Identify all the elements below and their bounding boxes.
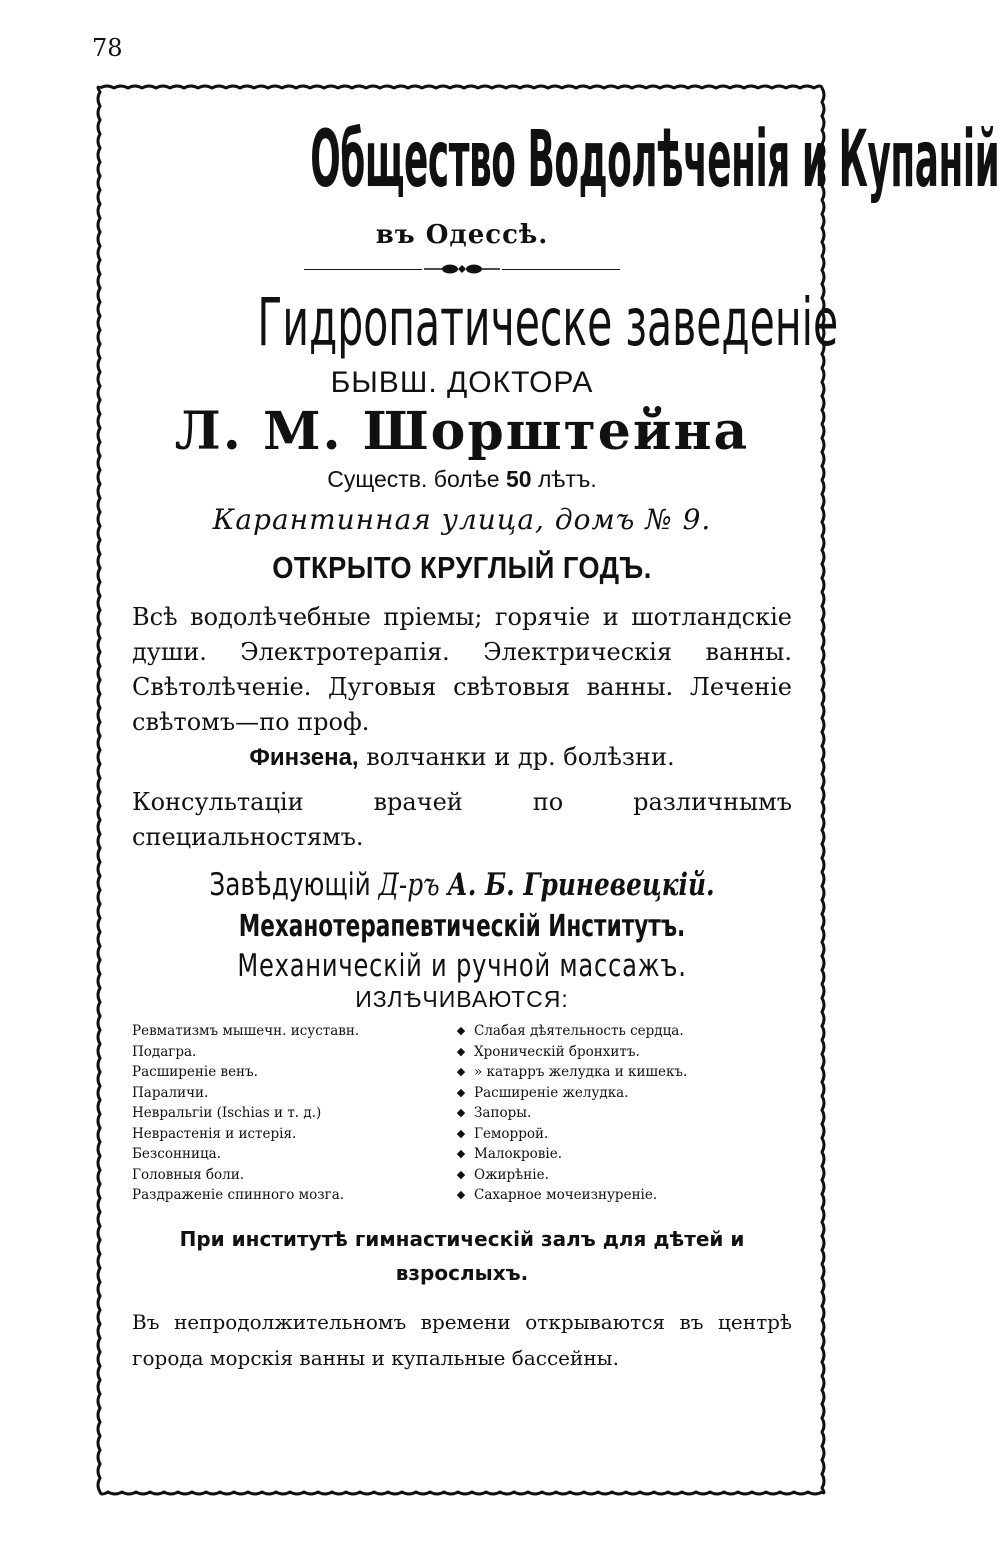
separator-dot: ◆ [456,1024,466,1037]
doctor-name: Л. М. Шорштейна [174,401,750,462]
cure-item: » катарръ желудка и кишекъ. [474,1064,688,1080]
cure-item: Головныя боли. [132,1166,245,1183]
consultation-paragraph: Консультаціи врачей по различнымъ специальностямъ. [132,788,792,851]
divider-line-right [502,269,620,270]
manager-line [198,867,726,903]
cures-left-column [132,1021,454,1206]
location-line: въ Одессѣ. [375,220,549,250]
cure-item: Невральгіи (Ischias и т. д.) [132,1105,322,1121]
ornament-divider [132,262,792,276]
separator-dot: ◆ [456,1167,466,1181]
separator-dot: ◆ [456,1188,466,1201]
page-number: 78 [92,34,123,62]
separator-dot: ◆ [456,1085,466,1099]
ornament-icon [422,262,502,276]
cures-list [132,1021,792,1206]
upcoming-baths-note: Въ непродолжительномъ времени открываются въ центрѣ города морскія ванны и купальные бассейны. [132,1309,792,1370]
cure-item: Хроническій бронхитъ. [474,1043,640,1060]
separator-dot: ◆ [456,1065,466,1078]
cure-item: Подагра. [132,1043,197,1060]
cure-item: Запоры. [474,1105,532,1121]
manager-name: А. Б. Гриневецкій. [447,867,715,903]
cure-item: Слабая дѣятельность сердца. [474,1023,684,1039]
cure-item: Неврастенія и истерія. [132,1125,297,1142]
separator-dot: ◆ [456,1106,466,1119]
services-last-line [132,740,792,775]
manager-title: Д-ръ [378,867,440,903]
cure-item: Малокровіе. [474,1146,562,1162]
column-separator [454,1021,468,1206]
services-paragraph [132,600,792,775]
finsen-name: Финзена, [249,744,359,771]
address-line: Карантинная улица, домъ № 9. [212,503,712,536]
open-all-year: ОТКРЫТО КРУГЛЫЙ ГОДЪ. [272,550,652,585]
existence-line [132,466,792,493]
institution-heading: Гидропатическе заведеніе [257,284,839,361]
cure-item: Безсонница. [132,1146,221,1162]
divider-line-left [304,269,422,270]
society-title: Общество Водолѣченія и Купаній [310,115,999,205]
manager-label: Завѣдующій [209,867,371,903]
services-text: Всѣ водолѣчебные пріемы; горячіе и шотландскіе души. Электротерапія. Электрическія ванны. Свѣтолѣченіе. Дуговыя свѣтовыя ванны. Леченіе свѣтомъ—по проф. [132,603,792,736]
separator-dot: ◆ [456,1126,466,1140]
cure-item: Расширеніе венъ. [132,1064,258,1080]
cure-item: Ревматизмъ мышечн. исуставн. [132,1023,360,1039]
cure-item: Параличи. [132,1084,209,1101]
separator-dot: ◆ [456,1147,466,1160]
advertisement [132,98,999,1376]
cures-right-column [468,1021,792,1206]
cure-item: Сахарное мочеизнуреніе. [474,1187,658,1203]
institute-title: Механотерапевтическій Институтъ. [238,909,686,944]
cure-item: Раздраженіе спинного мозга. [132,1187,345,1203]
existence-years: 50 [505,466,532,492]
existence-prefix: Существ. болѣе [327,466,500,492]
cures-heading: ИЗЛѢЧИВАЮТСЯ: [355,986,569,1012]
cure-item: Расширеніе желудка. [474,1084,629,1101]
cure-item: Ожирѣніе. [474,1166,549,1183]
gym-note: При институтѣ гимнастическій залъ для дѣтей и взрослыхъ. [179,1226,745,1285]
former-doctor-label: БЫВШ. ДОКТОРА [330,366,594,399]
services-tail: волчанки и др. болѣзни. [366,743,675,771]
cure-item: Геморрой. [474,1125,549,1142]
existence-suffix: лѣтъ. [537,466,597,492]
separator-dot: ◆ [456,1044,466,1058]
massage-line: Механическій и ручной массажъ. [237,948,687,984]
